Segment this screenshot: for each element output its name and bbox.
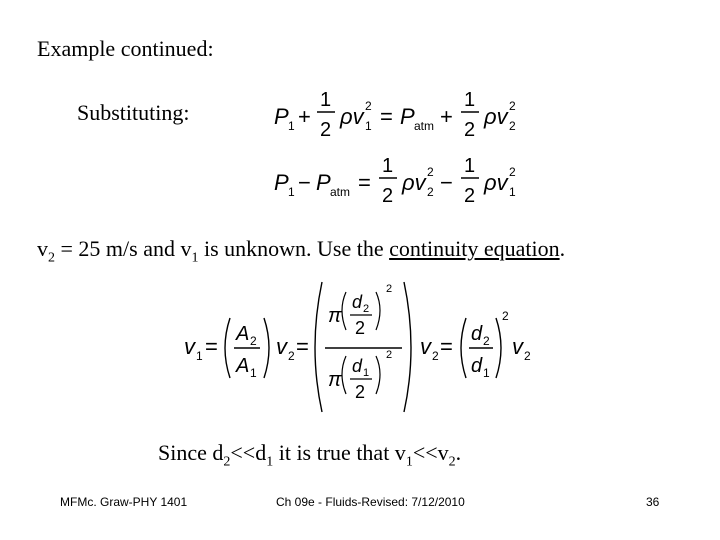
cont-d2-sub: 2 [363, 303, 370, 315]
eq2-num2: 1 [464, 155, 476, 177]
eq1-sq2: 2 [509, 99, 516, 113]
eq1-den2: 2 [464, 119, 476, 141]
eq1-P1: P [274, 104, 289, 129]
since-sub-d2: 2 [223, 454, 231, 470]
eq1-sub1: 1 [288, 119, 295, 133]
cont-sq-top: 2 [386, 283, 393, 295]
eq2-den1: 2 [382, 185, 394, 207]
eq1-plus: + [298, 104, 311, 129]
continuity-equation [180, 278, 540, 418]
eq2-atm: atm [330, 185, 351, 199]
page-number: 36 [646, 495, 660, 509]
cont-d1: d [352, 356, 363, 376]
eq1-num2: 1 [464, 89, 476, 111]
eq1-sub1b: 1 [365, 119, 372, 133]
cont-paren-left-3 [461, 318, 466, 378]
eq2-rho1: ρv [402, 170, 426, 195]
eq1-plus2: + [440, 104, 453, 129]
cont-eq3: = [440, 334, 453, 359]
since-e: . [455, 440, 462, 465]
cont-d2b: d [471, 323, 483, 345]
eq2-num1: 1 [382, 155, 394, 177]
since-d: <<v [412, 440, 449, 465]
equation-substituted [274, 89, 516, 141]
cont-d2-den: 2 [355, 318, 366, 338]
eq2-sub2: 2 [427, 185, 434, 199]
cont-v2a: v [276, 334, 287, 359]
eq2-rho2: ρv [484, 170, 508, 195]
cont-v2b: v [420, 334, 431, 359]
eq1-equals: = [380, 104, 393, 129]
eq2-sub1b: 1 [509, 185, 516, 199]
line-mid-text: = 25 m/s and v [55, 236, 192, 261]
eq1-atm: atm [414, 119, 435, 133]
continuity-intro-line [37, 236, 565, 266]
cont-paren-left-1 [225, 318, 230, 378]
cont-v1: v [184, 334, 195, 359]
cont-pi-bot: π [328, 369, 342, 391]
since-c: it is true that v [273, 440, 406, 465]
since-sub-v1: 1 [405, 454, 413, 470]
eq1-den1: 2 [320, 119, 332, 141]
cont-v2a-sub: 2 [288, 349, 295, 363]
cont-A2-sub: 2 [250, 334, 257, 348]
cont-d2b-sub: 2 [483, 334, 490, 348]
cont-v1-sub: 1 [196, 349, 203, 363]
cont-d1-sub: 1 [363, 367, 370, 379]
cont-eq2: = [296, 334, 309, 359]
eq2-equals: = [358, 170, 371, 195]
eq2-minus: − [298, 170, 311, 195]
eq2-sq1: 2 [427, 165, 434, 179]
eq2-minus2: − [440, 170, 453, 195]
cont-v2b-sub: 2 [432, 349, 439, 363]
substituting-label: Substituting: [77, 100, 190, 125]
eq1-rho1: ρv [340, 104, 364, 129]
since-b: <<d [230, 440, 267, 465]
cont-A2: A [236, 323, 250, 345]
eq2-sq2: 2 [509, 165, 516, 179]
cont-v2c: v [512, 334, 523, 359]
cont-paren-d2-right [376, 292, 380, 330]
cont-A1: A [236, 355, 250, 377]
v2-subscript: 2 [48, 250, 55, 266]
conclusion-line [158, 440, 461, 470]
eq2-sub1: 1 [288, 185, 295, 199]
v1-subscript: 1 [191, 250, 199, 266]
eq1-sq1: 2 [365, 99, 372, 113]
v-text: v [37, 236, 48, 261]
cont-d1-den: 2 [355, 382, 366, 402]
line-end-text: . [559, 236, 566, 261]
cont-paren-right-3 [496, 318, 501, 378]
since-a: Since d [158, 440, 224, 465]
cont-paren-d1-right [376, 356, 380, 394]
cont-d1b-sub: 1 [483, 366, 490, 380]
cont-eq1: = [205, 334, 218, 359]
eq1-rho2: ρv [484, 104, 508, 129]
cont-paren-d2-left [342, 292, 346, 330]
eq1-P: P [400, 104, 415, 129]
eq2-P1: P [274, 170, 289, 195]
continuity-equation-link[interactable]: continuity equation [389, 236, 560, 261]
cont-pi-top: π [328, 305, 342, 327]
cont-sq-bot: 2 [386, 349, 393, 361]
cont-sq-final: 2 [502, 309, 509, 323]
eq1-num1: 1 [320, 89, 332, 111]
eq1-sub2: 2 [509, 119, 516, 133]
bernoulli-equations [262, 78, 532, 213]
cont-d2: d [352, 292, 363, 312]
cont-bigparen-right [404, 282, 411, 412]
cont-bigparen-left [315, 282, 322, 412]
cont-paren-d1-left [342, 356, 346, 394]
cont-paren-right-1 [264, 318, 269, 378]
eq2-den2: 2 [464, 185, 476, 207]
eq2-P: P [316, 170, 331, 195]
cont-d1b: d [471, 355, 483, 377]
footer-title: Ch 09e - Fluids-Revised: 7/12/2010 [276, 495, 465, 509]
cont-A1-sub: 1 [250, 366, 257, 380]
equation-rearranged [274, 155, 516, 207]
since-sub-d1: 1 [266, 454, 274, 470]
footer-course: MFMc. Graw-PHY 1401 [60, 495, 188, 509]
cont-v2c-sub: 2 [524, 349, 531, 363]
since-sub-v2: 2 [448, 454, 456, 470]
slide-heading: Example continued: [37, 36, 214, 61]
line-after-text: is unknown. Use the [198, 236, 390, 261]
